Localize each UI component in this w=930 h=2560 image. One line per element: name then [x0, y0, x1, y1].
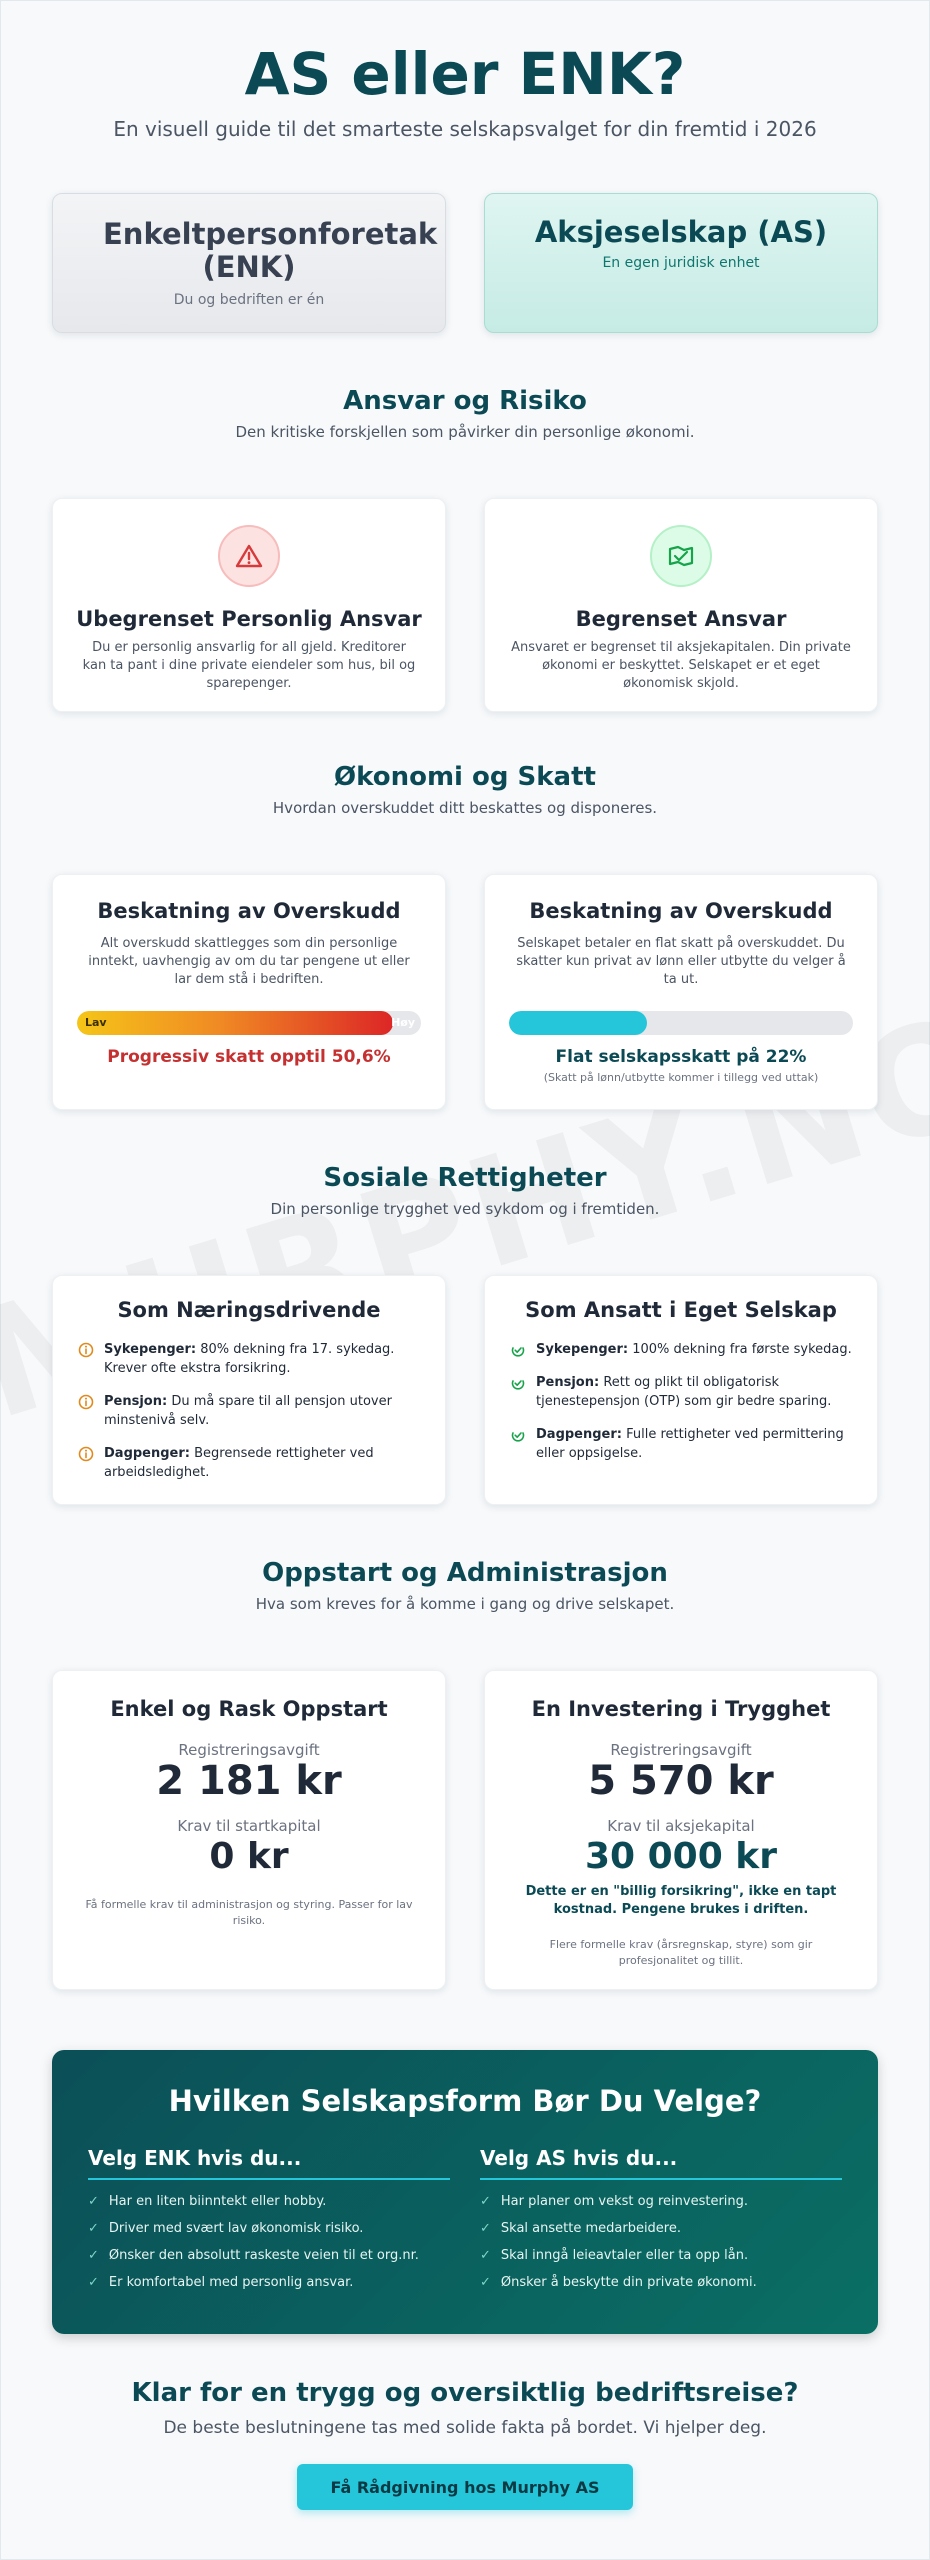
hero-enk-title: Enkeltpersonforetak (ENK): [103, 217, 438, 284]
rights-section-title: Sosiale Rettigheter: [323, 1163, 607, 1193]
check-icon: ✓: [88, 2248, 99, 2263]
list-item: [480, 2275, 842, 2290]
decision-enk-column: [88, 2146, 450, 2302]
decision-item-text: Ønsker å beskytte din private økonomi.: [500, 2275, 757, 2290]
tax-enk-text: Alt overskudd skattlegges som din personlige inntekt, uavhengig av om du tar pengene ut eller lar dem stå i bedriften.: [88, 936, 410, 987]
check-circle-icon: [510, 1427, 526, 1443]
rights-item-label: Dagpenger:: [536, 1427, 622, 1442]
admin-enk-fee-label: Registreringsavgift: [178, 1741, 320, 1759]
page-title: AS eller ENK?: [244, 40, 686, 108]
admin-as-capital: 30 000 kr: [584, 1836, 777, 1877]
check-icon: ✓: [88, 2194, 99, 2209]
risk-section-title: Ansvar og Risiko: [343, 386, 587, 416]
progressive-tax-bar: [77, 1011, 421, 1035]
risk-card-enk: [52, 498, 446, 712]
admin-as-heading: En Investering i Trygghet: [531, 1697, 831, 1721]
list-item: [88, 2248, 450, 2263]
check-icon: ✓: [480, 2221, 491, 2236]
cta-subtitle: De beste beslutningene tas med solide fakta på bordet. Vi hjelper deg.: [163, 2418, 767, 2438]
info-icon: [78, 1446, 94, 1462]
rights-item-text: Rett og plikt til obligatorisk tjenestepensjon (OTP) som gir bedre sparing.: [536, 1375, 832, 1409]
admin-enk-capital-label: Krav til startkapital: [177, 1817, 321, 1835]
tax-as-heading: Beskatning av Overskudd: [529, 899, 833, 923]
bar-high-label: Høy: [391, 1016, 415, 1029]
decision-enk-list: [88, 2194, 450, 2290]
tax-as-note: (Skatt på lønn/utbytte kommer i tillegg ved uttak): [543, 1071, 819, 1084]
decision-as-column: [480, 2146, 842, 2302]
rights-item-text: 100% dekning fra første sykedag.: [628, 1342, 852, 1357]
rights-card-as: [484, 1275, 878, 1505]
admin-enk-note: Få formelle krav til administrasjon og styring. Passer for lav risiko.: [85, 1898, 413, 1927]
rights-item-text: Begrensede rettigheter ved arbeidsledighet.: [104, 1446, 374, 1480]
admin-as-fee-label: Registreringsavgift: [610, 1741, 752, 1759]
admin-enk-capital: 0 kr: [209, 1836, 289, 1877]
tax-card-as: [484, 874, 878, 1110]
cta-title: Klar for en trygg og oversiktlig bedriftsreise?: [131, 2378, 799, 2408]
tax-as-text: Selskapet betaler en flat skatt på overskuddet. Du skatter kun privat av lønn eller utbytte du velger å ta ut.: [516, 936, 846, 987]
admin-enk-heading: Enkel og Rask Oppstart: [110, 1697, 388, 1721]
check-icon: ✓: [88, 2275, 99, 2290]
warning-triangle-icon: [218, 525, 280, 587]
decision-title: Hvilken Selskapsform Bør Du Velge?: [168, 2084, 762, 2118]
rights-item-label: Sykepenger:: [104, 1342, 197, 1357]
rights-item-text: 80% dekning fra 17. sykedag. Krever ofte ekstra forsikring.: [104, 1342, 395, 1376]
check-icon: ✓: [480, 2248, 491, 2263]
tax-enk-result: Progressiv skatt opptil 50,6%: [107, 1047, 391, 1067]
decision-item-text: Skal ansette medarbeidere.: [500, 2221, 681, 2236]
risk-as-text: Ansvaret er begrenset til aksjekapitalen. Din private økonomi er beskyttet. Selskapet er et eget økonomisk skjold.: [511, 640, 851, 691]
tax-card-enk: [52, 874, 446, 1110]
rights-item-label: Dagpenger:: [104, 1446, 190, 1461]
risk-enk-heading: Ubegrenset Personlig Ansvar: [76, 607, 422, 631]
hero-enk-subtitle: Du og bedriften er én: [173, 292, 325, 308]
page-subtitle: En visuell guide til det smarteste selskapsvalget for din fremtid i 2026: [113, 117, 817, 141]
bar-low-label: Lav: [85, 1016, 107, 1029]
risk-enk-text: Du er personlig ansvarlig for all gjeld. Kreditorer kan ta pant i dine private eiendeler som hus, bil og sparepenger.: [82, 640, 416, 691]
rights-item-label: Pensjon:: [104, 1394, 168, 1409]
tax-section-title: Økonomi og Skatt: [334, 762, 596, 792]
list-item: [88, 2275, 450, 2290]
list-item: [510, 1425, 853, 1463]
list-item: [480, 2194, 842, 2209]
check-icon: ✓: [480, 2194, 491, 2209]
admin-as-note: Flere formelle krav (årsregnskap, styre) som gir profesjonalitet og tillit.: [549, 1938, 813, 1967]
progressive-tax-gradient: [77, 1011, 393, 1035]
admin-section-subtitle: Hva som kreves for å komme i gang og drive selskapet.: [255, 1595, 675, 1613]
tax-section-subtitle: Hvordan overskuddet ditt beskattes og disponeres.: [272, 799, 658, 817]
risk-as-heading: Begrenset Ansvar: [575, 607, 787, 631]
rights-item-label: Pensjon:: [536, 1375, 600, 1390]
check-icon: ✓: [480, 2275, 491, 2290]
decision-as-list: [480, 2194, 842, 2290]
list-item: [510, 1373, 853, 1411]
decision-item-text: Har planer om vekst og reinvestering.: [500, 2194, 749, 2209]
check-icon: ✓: [88, 2221, 99, 2236]
flat-tax-bar: [509, 1011, 853, 1035]
rights-enk-list: [53, 1340, 445, 1482]
consultation-button[interactable]: Få Rådgivning hos Murphy AS: [297, 2464, 633, 2510]
list-item: [78, 1340, 421, 1378]
rights-item-label: Sykepenger:: [536, 1342, 629, 1357]
hero-card-enk: [52, 193, 446, 333]
decision-enk-heading: Velg ENK hvis du...: [88, 2146, 450, 2180]
decision-item-text: Driver med svært lav økonomisk risiko.: [108, 2221, 364, 2236]
hero-card-as: [484, 193, 878, 333]
admin-card-as: [484, 1670, 878, 1990]
list-item: [88, 2194, 450, 2209]
list-item: [510, 1340, 853, 1359]
risk-section-subtitle: Den kritiske forskjellen som påvirker din personlige økonomi.: [235, 423, 695, 441]
rights-item-text: Du må spare til all pensjon utover minstenivå selv.: [104, 1394, 392, 1428]
admin-as-warning: Dette er en "billig forsikring", ikke en tapt kostnad. Pengene brukes i driften.: [525, 1884, 837, 1917]
admin-card-enk: [52, 1670, 446, 1990]
hero-as-subtitle: En egen juridisk enhet: [602, 255, 760, 271]
admin-as-fee: 5 570 kr: [588, 1758, 774, 1804]
hero-as-title: Aksjeselskap (AS): [534, 215, 828, 249]
info-icon: [78, 1342, 94, 1358]
rights-as-list: [485, 1340, 877, 1463]
rights-enk-heading: Som Næringsdrivende: [117, 1298, 381, 1322]
decision-item-text: Er komfortabel med personlig ansvar.: [108, 2275, 354, 2290]
check-circle-icon: [510, 1342, 526, 1358]
decision-as-heading: Velg AS hvis du...: [480, 2146, 842, 2180]
list-item: [480, 2248, 842, 2263]
decision-item-text: Skal inngå leieavtaler eller ta opp lån.: [500, 2248, 749, 2263]
admin-section-title: Oppstart og Administrasjon: [262, 1558, 668, 1588]
shield-icon: [650, 525, 712, 587]
info-icon: [78, 1394, 94, 1410]
check-circle-icon: [510, 1375, 526, 1391]
rights-item-text: Fulle rettigheter ved permittering eller oppsigelse.: [536, 1427, 844, 1461]
admin-as-capital-label: Krav til aksjekapital: [607, 1817, 755, 1835]
tax-as-result: Flat selskapsskatt på 22%: [555, 1047, 807, 1067]
decision-box: [52, 2050, 878, 2334]
admin-enk-fee: 2 181 kr: [156, 1758, 342, 1804]
rights-section-subtitle: Din personlige trygghet ved sykdom og i fremtiden.: [270, 1200, 660, 1218]
risk-card-as: [484, 498, 878, 712]
rights-card-enk: [52, 1275, 446, 1505]
flat-tax-bar-fill: [509, 1011, 647, 1035]
decision-item-text: Har en liten biinntekt eller hobby.: [108, 2194, 327, 2209]
decision-item-text: Ønsker den absolutt raskeste veien til et org.nr.: [108, 2248, 419, 2263]
list-item: [88, 2221, 450, 2236]
list-item: [480, 2221, 842, 2236]
list-item: [78, 1392, 421, 1430]
rights-as-heading: Som Ansatt i Eget Selskap: [525, 1298, 837, 1322]
list-item: [78, 1444, 421, 1482]
tax-enk-heading: Beskatning av Overskudd: [97, 899, 401, 923]
